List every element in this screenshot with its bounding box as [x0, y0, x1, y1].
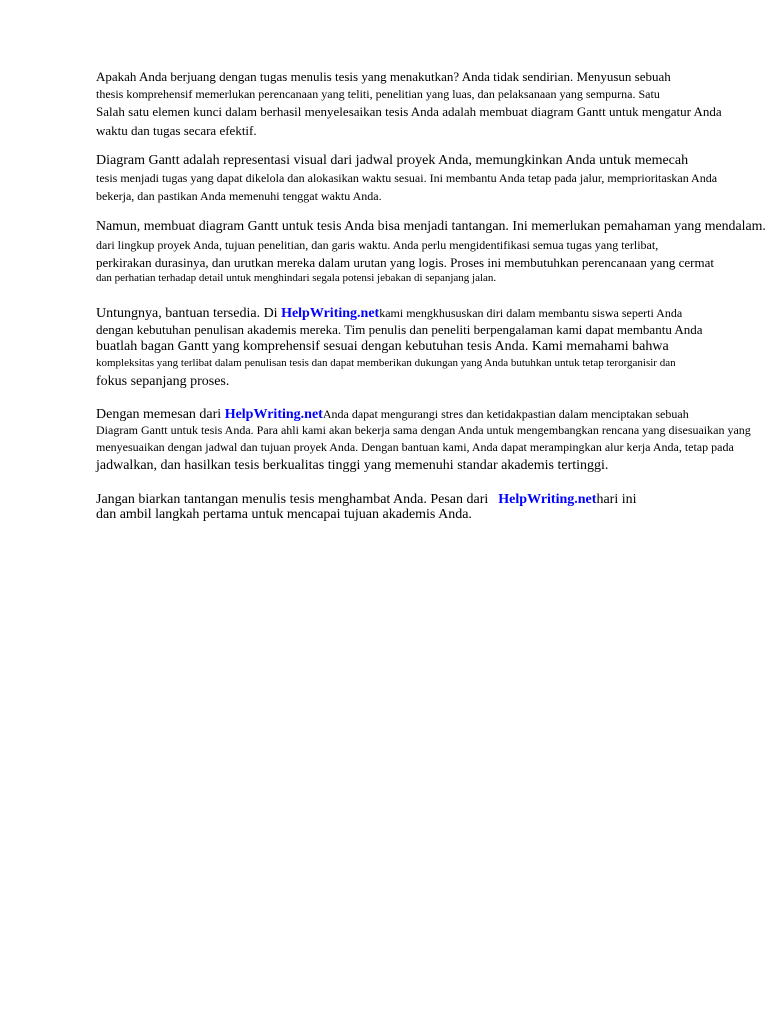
p3-line3: perkirakan durasinya, dan urutkan mereka dalam urutan yang logis. Proses ini membutuhkan perencanaan yang cermat [96, 255, 715, 270]
p5-line4: jadwalkan, dan hasilkan tesis berkualitas tinggi yang memenuhi standar akademis tertinggi. [96, 458, 609, 473]
p4-line3: buatlah bagan Gantt yang komprehensif sesuai dengan kebutuhan tesis Anda. Kami memahami bahwa [96, 339, 669, 354]
helpwriting-link[interactable]: HelpWriting.net [498, 492, 597, 507]
p4-line1-post: kami mengkhususkan diri dalam membantu siswa seperti Anda [379, 306, 683, 320]
p1-line4: waktu dan tugas secara efektif. [96, 123, 257, 138]
p6-line1-pre: Jangan biarkan tantangan menulis tesis menghambat Anda. Pesan dari [96, 492, 489, 507]
p6-line2: dan ambil langkah pertama untuk mencapai tujuan akademis Anda. [96, 507, 472, 522]
p1-line1: Apakah Anda berjuang dengan tugas menulis tesis yang menakutkan? Anda tidak sendirian. Menyusun sebuah [96, 69, 671, 84]
p4-line1 [96, 305, 682, 321]
p5-line3: menyesuaikan dengan jadwal dan tujuan proyek Anda. Dengan bantuan kami, Anda dapat merampingkan alur kerja Anda, tetap pada [96, 440, 734, 454]
p4-line5: fokus sepanjang proses. [96, 374, 230, 389]
p5-line1-pre: Dengan memesan dari [96, 407, 225, 422]
p3-line1: Namun, membuat diagram Gantt untuk tesis Anda bisa menjadi tantangan. Ini memerlukan pemahaman yang mendalam. [96, 219, 766, 234]
helpwriting-link[interactable]: HelpWriting.net [224, 407, 323, 422]
p4-line1-pre: Untungnya, bantuan tersedia. Di [96, 306, 282, 321]
p4-line2: dengan kebutuhan penulisan akademis mereka. Tim penulis dan peneliti berpengalaman kami dapat membantu Anda [96, 322, 703, 337]
helpwriting-link[interactable]: HelpWriting.net [281, 306, 380, 321]
p1-line3: Salah satu elemen kunci dalam berhasil menyelesaikan tesis Anda adalah membuat diagram Gantt untuk mengatur Anda [96, 104, 722, 119]
p5-line1 [96, 406, 689, 422]
p2-line1: Diagram Gantt adalah representasi visual dari jadwal proyek Anda, memungkinkan Anda untuk memecah [96, 153, 689, 168]
p1-line2: thesis komprehensif memerlukan perencanaan yang teliti, penelitian yang luas, dan pelaksanaan yang sempurna. Satu [96, 87, 660, 101]
p6-line1-post: hari ini [596, 492, 637, 507]
p4-line4: kompleksitas yang terlibat dalam penulisan tesis dan dapat memberikan dukungan yang Anda butuhkan untuk tetap terorganisir dan [96, 357, 676, 369]
p3-line2: dari lingkup proyek Anda, tujuan penelitian, dan garis waktu. Anda perlu mengidentifikasi semua tugas yang terlibat, [96, 238, 659, 252]
p5-line1-post: Anda dapat mengurangi stres dan ketidakpastian dalam menciptakan sebuah [322, 407, 689, 421]
p5-line2: Diagram Gantt untuk tesis Anda. Para ahli kami akan bekerja sama dengan Anda untuk mengembangkan rencana yang disesuaikan yang [96, 423, 751, 437]
p3-line4: dan perhatian terhadap detail untuk menghindari segala potensi jebakan di sepanjang jalan. [96, 272, 497, 284]
p2-line2: tesis menjadi tugas yang dapat dikelola dan alokasikan waktu sesuai. Ini membantu Anda tetap pada jalur, memprioritaskan Anda [96, 171, 718, 185]
p6-line1 [96, 491, 636, 507]
p2-line3: bekerja, dan pastikan Anda memenuhi tenggat waktu Anda. [96, 189, 382, 203]
